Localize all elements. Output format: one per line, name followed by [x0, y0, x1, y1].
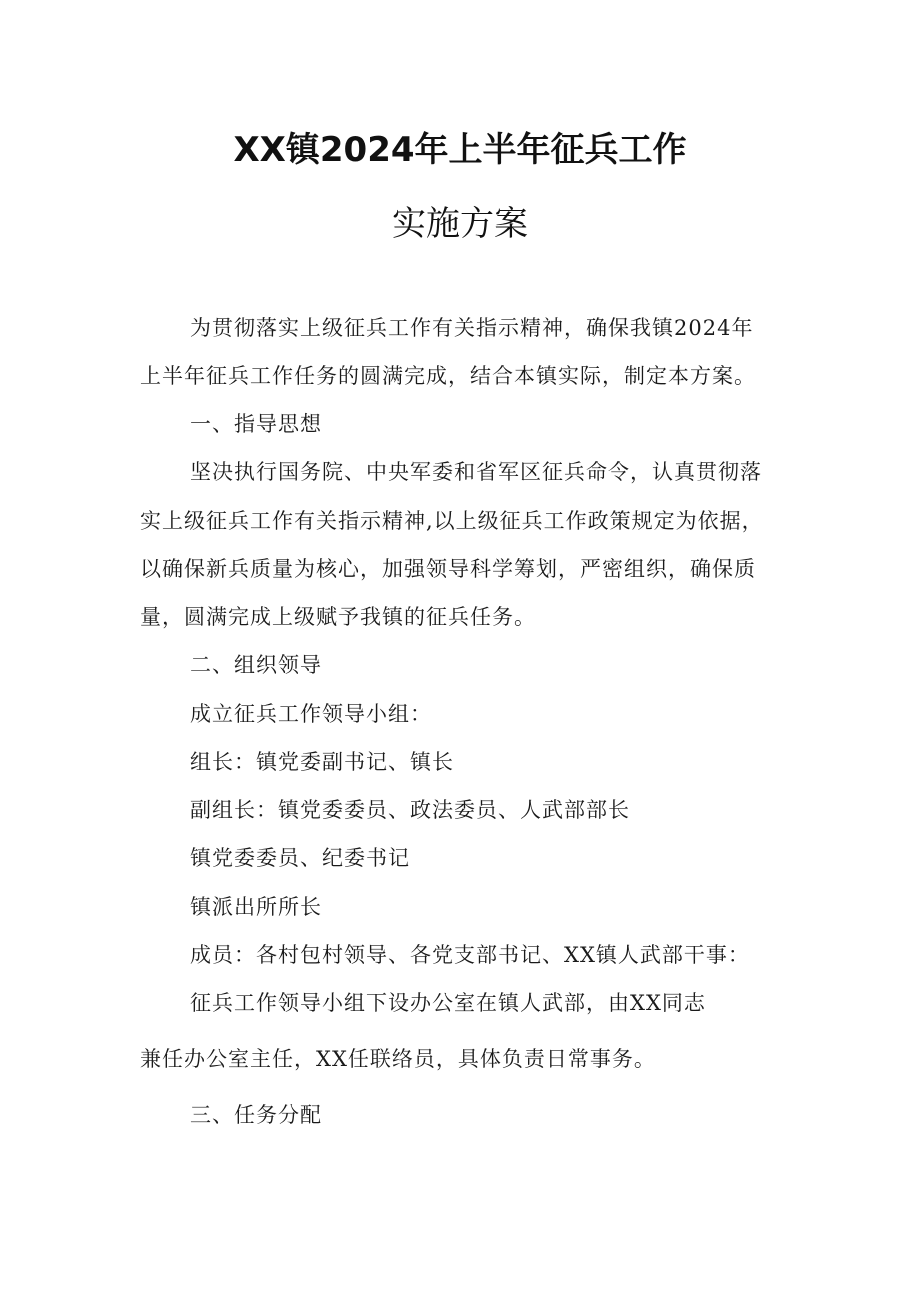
section-heading-task-allocation: 三、任务分配: [190, 1103, 322, 1127]
org-office-line-1: 征兵工作领导小组下设办公室在镇人武部，由XX同志: [190, 991, 706, 1015]
org-deputy-leader-line: 副组长：镇党委委员、政法委员、人武部部长: [190, 798, 630, 822]
document-title-line-1: XX镇2024年上半年征兵工作: [233, 130, 687, 170]
section-heading-guiding-ideology: 一、指导思想: [190, 412, 322, 436]
org-office-line-2: 兼任办公室主任，XX任联络员，具体负责日常事务。: [140, 1047, 656, 1071]
org-leader-line: 组长：镇党委副书记、镇长: [190, 750, 454, 774]
org-leading-group-line: 成立征兵工作领导小组：: [190, 702, 432, 726]
section-heading-organization: 二、组织领导: [190, 653, 322, 677]
intro-paragraph-line-1: 为贯彻落实上级征兵工作有关指示精神，确保我镇2024年: [190, 316, 754, 340]
guiding-paragraph-line-3: 以确保新兵质量为核心，加强领导科学筹划，严密组织，确保质: [140, 557, 756, 581]
guiding-paragraph-line-1: 坚决执行国务院、中央军委和省军区征兵命令，认真贯彻落: [190, 460, 762, 484]
org-members-line: 成员：各村包村领导、各党支部书记、XX镇人武部干事：: [190, 943, 750, 967]
intro-paragraph-line-2: 上半年征兵工作任务的圆满完成，结合本镇实际，制定本方案。: [140, 364, 756, 388]
guiding-paragraph-line-2: 实上级征兵工作有关指示精神,以上级征兵工作政策规定为依据，: [140, 509, 764, 533]
document-title-line-2: 实施方案: [392, 204, 528, 244]
guiding-paragraph-line-4: 量，圆满完成上级赋予我镇的征兵任务。: [140, 605, 536, 629]
org-deputy-leader-line-3: 镇派出所所长: [190, 895, 322, 919]
org-deputy-leader-line-2: 镇党委委员、纪委书记: [190, 846, 410, 870]
